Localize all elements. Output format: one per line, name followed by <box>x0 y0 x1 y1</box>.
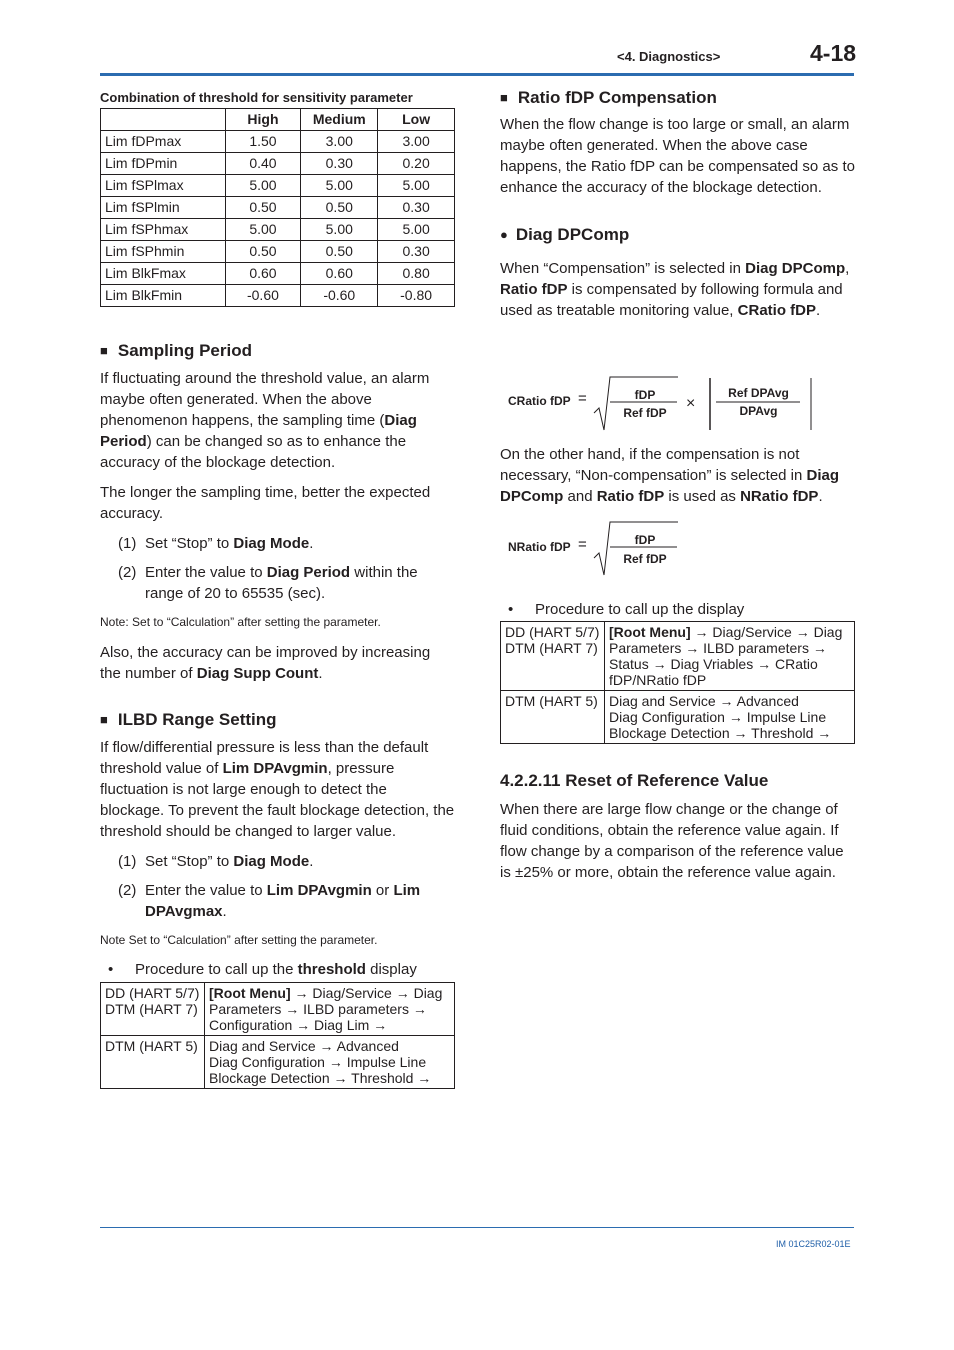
table-row <box>501 622 855 691</box>
parameter-name-cell: Lim fDPmax <box>101 131 226 153</box>
table-row <box>101 1036 455 1089</box>
left-column <box>100 87 455 1089</box>
document-id: IM 01C25R02-01E <box>776 1239 851 1249</box>
formula-numerator: fDP <box>634 388 656 402</box>
table-row <box>101 263 455 285</box>
paragraph: When the flow change is too large or small, an alarm maybe often generated. When the above case happens, the Ratio fDP can be compensated so as to enhance the accuracy of the blockage detection. <box>500 116 855 196</box>
menu-path-table <box>500 621 855 744</box>
square-bullet-icon: ■ <box>500 90 508 105</box>
equals-sign: = <box>578 390 587 407</box>
threshold-value-cell: 3.00 <box>301 131 378 153</box>
formula-denominator: Ref fDP <box>623 552 667 566</box>
paragraph: Also, the accuracy can be improved by increasing the number of Diag Supp Count. <box>100 644 431 682</box>
parameter-name-cell: Lim fSPlmax <box>101 175 226 197</box>
table-row <box>101 153 455 175</box>
threshold-value-cell: -0.60 <box>225 285 301 307</box>
threshold-value-cell: -0.80 <box>378 285 455 307</box>
table-row <box>101 983 455 1036</box>
menu-path-table <box>100 982 455 1089</box>
paragraph: If flow/differential pressure is less than the default threshold value of Lim DPAvgmin, pressure fluctuation is not large enough to detect the blockage. To prevent the fault blockage detection, the threshold should be changed to larger value. <box>100 739 455 840</box>
formula-denominator: Ref fDP <box>623 406 667 420</box>
table-row <box>101 219 455 241</box>
heading-text: Sampling Period <box>117 341 252 360</box>
table-row <box>101 131 455 153</box>
threshold-value-cell: 0.50 <box>301 241 378 263</box>
threshold-value-cell: 3.00 <box>378 131 455 153</box>
menu-path-cell: [Root Menu] → Diag/Service → Diag Parameters → ILBD parameters → Configuration → Diag Lim → <box>205 983 455 1036</box>
note: Note: Set to “Calculation” after setting the parameter. <box>100 615 381 629</box>
right-column <box>500 87 855 330</box>
menu-tool-cell: DD (HART 5/7) DTM (HART 7) <box>501 622 605 691</box>
section-heading-ilbd <box>100 709 455 731</box>
table-row <box>501 691 855 744</box>
threshold-value-cell: 0.50 <box>225 197 301 219</box>
table-row <box>101 285 455 307</box>
threshold-value-cell: 5.00 <box>301 219 378 241</box>
parameter-name-cell: Lim fSPhmin <box>101 241 226 263</box>
right-column-middle <box>500 444 855 516</box>
times-sign: × <box>686 395 696 412</box>
paragraph: The longer the sampling time, better the expected accuracy. <box>100 484 431 522</box>
threshold-value-cell: 0.50 <box>225 241 301 263</box>
threshold-value-cell: 1.50 <box>225 131 301 153</box>
subsection-heading-diag <box>500 224 855 246</box>
threshold-value-cell: 5.00 <box>378 219 455 241</box>
table-body <box>101 131 455 307</box>
parameter-name-cell: Lim BlkFmax <box>101 263 226 285</box>
note: Note Set to “Calculation” after setting the parameter. <box>100 933 378 947</box>
threshold-value-cell: 5.00 <box>225 219 301 241</box>
radical-symbol <box>592 520 682 578</box>
right-column-lower <box>500 599 855 892</box>
menu-path-cell: Diag and Service → Advanced Diag Configuration → Impulse Line Blockage Detection → Threshold → <box>205 1036 455 1089</box>
formula-lhs: CRatio fDP <box>508 394 571 408</box>
table-row <box>101 175 455 197</box>
page-number: 4-18 <box>810 40 857 66</box>
menu-tool-cell: DD (HART 5/7) DTM (HART 7) <box>101 983 205 1036</box>
parameter-name-cell: Lim fDPmin <box>101 153 226 175</box>
menu-tool-cell: DTM (HART 5) <box>501 691 605 744</box>
parameter-name-cell: Lim fSPlmin <box>101 197 226 219</box>
bullet-item: • Procedure to call up the threshold display <box>108 961 417 978</box>
table-header-cell <box>101 109 226 131</box>
formula-numerator-2: Ref DPAvg <box>728 386 789 400</box>
table-row <box>101 197 455 219</box>
threshold-value-cell: 0.80 <box>378 263 455 285</box>
threshold-value-cell: 0.60 <box>301 263 378 285</box>
table-header-cell: Low <box>378 109 455 131</box>
chapter-header: <4. Diagnostics> <box>617 49 721 64</box>
table-header-cell: High <box>225 109 301 131</box>
menu-path-cell: Diag and Service → Advanced Diag Configuration → Impulse Line Blockage Detection → Threshold → <box>605 691 855 744</box>
paragraph: When “Compensation” is selected in Diag DPComp, Ratio fDP is compensated by following formula and used as treatable monitoring value, CRatio fDP. <box>500 260 850 319</box>
header-rule <box>100 73 854 76</box>
step-item: (1) Set “Stop” to Diag Mode. <box>118 853 314 870</box>
threshold-value-cell: -0.60 <box>301 285 378 307</box>
threshold-value-cell: 0.50 <box>301 197 378 219</box>
bullet-item: • Procedure to call up the display <box>508 601 745 618</box>
threshold-value-cell: 5.00 <box>378 175 455 197</box>
menu-path-cell: [Root Menu] → Diag/Service → Diag Parameters → ILBD parameters → Status → Diag Vriables → CRatio fDP/NRatio fDP <box>605 622 855 691</box>
parameter-name-cell: Lim BlkFmin <box>101 285 226 307</box>
threshold-table <box>100 108 455 307</box>
table-header-cell: Medium <box>301 109 378 131</box>
table-row <box>101 241 455 263</box>
footer-rule <box>100 1227 854 1228</box>
menu-tool-cell: DTM (HART 5) <box>101 1036 205 1089</box>
circle-bullet-icon: ● <box>500 227 508 242</box>
section-heading-ratio <box>500 87 855 109</box>
threshold-value-cell: 0.60 <box>225 263 301 285</box>
paragraph: When there are large flow change or the change of fluid conditions, obtain the reference value again. If flow change by a comparison of the reference value is ±25% or more, obtain the reference value again. <box>500 801 844 881</box>
heading-text: Diag DPComp <box>515 225 630 244</box>
threshold-value-cell: 0.20 <box>378 153 455 175</box>
equals-sign: = <box>578 536 587 553</box>
heading-text: Ratio fDP Compensation <box>517 88 717 107</box>
formula-lhs: NRatio fDP <box>508 540 571 554</box>
threshold-value-cell: 5.00 <box>301 175 378 197</box>
table-header-row <box>101 109 455 131</box>
formula-numerator: fDP <box>634 533 656 547</box>
paragraph: If fluctuating around the threshold value, an alarm maybe often generated. When the above phenomenon happens, the sampling time (Diag Period) can be changed so as to enhance the accuracy of the blockage detection. <box>100 370 430 471</box>
threshold-value-cell: 5.00 <box>225 175 301 197</box>
section-heading-sampling <box>100 340 455 362</box>
square-bullet-icon: ■ <box>100 712 108 727</box>
threshold-value-cell: 0.30 <box>301 153 378 175</box>
section-heading-reset: 4.2.2.11 Reset of Reference Value <box>500 771 769 790</box>
threshold-value-cell: 0.30 <box>378 241 455 263</box>
parameter-name-cell: Lim fSPhmax <box>101 219 226 241</box>
table-caption: Combination of threshold for sensitivity parameter <box>100 90 413 105</box>
threshold-value-cell: 0.30 <box>378 197 455 219</box>
formula-denominator-2: DPAvg <box>739 404 778 418</box>
step-item: (1) Set “Stop” to Diag Mode. <box>118 535 314 552</box>
heading-text: ILBD Range Setting <box>117 710 277 729</box>
paragraph: On the other hand, if the compensation is not necessary, “Non-compensation” is selected in Diag DPComp and Ratio fDP is used as NRatio fDP. <box>500 446 840 505</box>
square-bullet-icon: ■ <box>100 343 108 358</box>
threshold-value-cell: 0.40 <box>225 153 301 175</box>
step-item: (2) Enter the value to Diag Period within the range of 20 to 65535 (sec). <box>118 564 418 602</box>
step-item: (2) Enter the value to Lim DPAvgmin or Lim DPAvgmax. <box>118 882 421 920</box>
